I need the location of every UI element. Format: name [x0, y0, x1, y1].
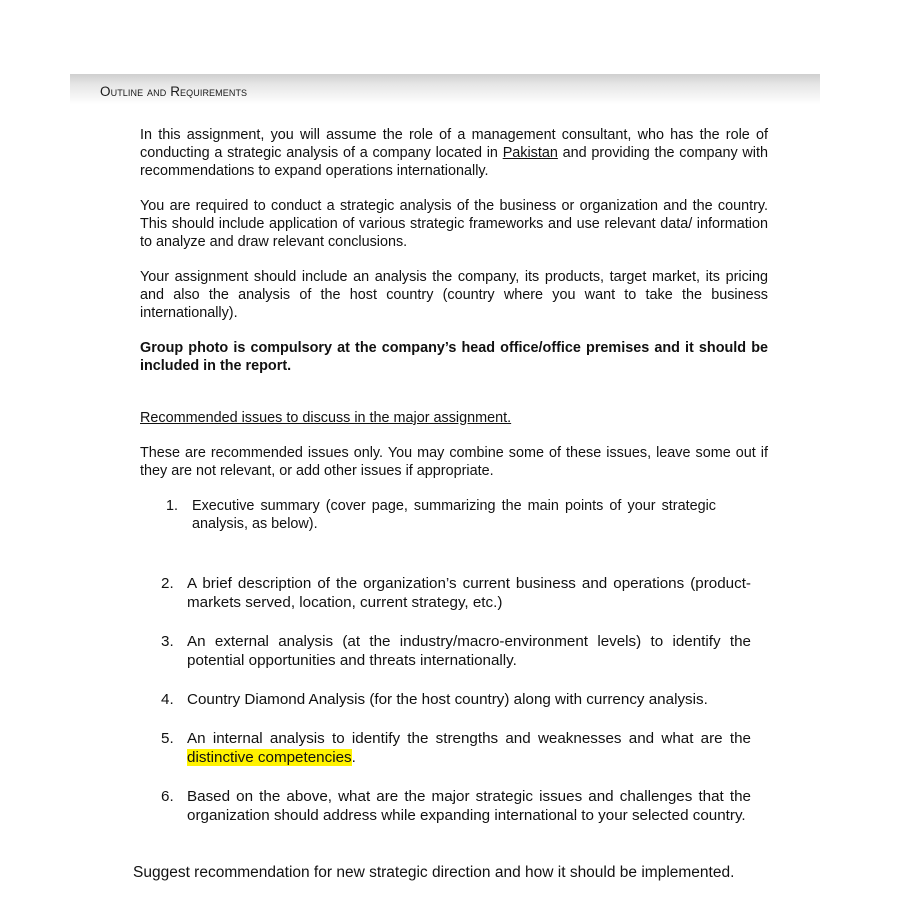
intro-paragraph-3: Your assignment should include an analysis the company, its products, target market, its pricing and also the analysis of the host country (country where you want to take the business internationally). [140, 269, 768, 321]
issue-text [187, 729, 751, 767]
intro-paragraph-2: You are required to conduct a strategic analysis of the business or organization and the country. This should include application of various strategic frameworks and use relevant data/ information to analyze and draw relevant conclusions. [140, 198, 768, 250]
issues-heading: Recommended issues to discuss in the major assignment. [140, 410, 512, 426]
issue-item-2 [161, 574, 751, 612]
issue-number: 1. [166, 498, 179, 514]
issue-text: Based on the above, what are the major strategic issues and challenges that the organization should address while expanding international to your selected country. [187, 788, 751, 824]
intro-p1-before: In this assignment, you will assume the role of a management consultant, who has the role of conducting a strategic analysis of a company located in [140, 127, 768, 161]
issue-item-4 [161, 690, 761, 709]
issue-item-5 [161, 729, 751, 767]
issue-number: 4. [161, 691, 174, 708]
group-photo-requirement: Group photo is compulsory at the company’s head office/office premises and it should be included in the report. [140, 340, 768, 374]
country-name: Pakistan [502, 145, 558, 161]
intro-p1-after: and providing the company with recommendations to expand operations internationally. [140, 145, 769, 179]
issues-list [140, 497, 768, 825]
issue-item-3 [161, 632, 751, 670]
issue-text: Executive summary (cover page, summarizing the main points of your strategic analysis, as below). [192, 498, 716, 532]
issue-5-text-before: An internal analysis to identify the strengths and weaknesses and what are the [187, 730, 751, 747]
highlighted-text: distinctive competencies [187, 749, 352, 766]
issue-5-text-after: . [351, 749, 356, 766]
closing-recommendation: Suggest recommendation for new strategic direction and how it should be implemented. [133, 864, 735, 881]
issues-note: These are recommended issues only. You may combine some of these issues, leave some out if they are not relevant, or add other issues if appropriate. [140, 445, 768, 479]
issue-item-1 [166, 497, 716, 533]
issue-number: 3. [161, 633, 174, 650]
issue-number: 6. [161, 788, 174, 805]
issue-text: Country Diamond Analysis (for the host country) along with currency analysis. [187, 691, 708, 708]
section-title: Outline and Requirements [100, 84, 248, 99]
issue-number: 2. [161, 575, 174, 592]
intro-paragraph-1 [140, 126, 768, 180]
issue-text: A brief description of the organization’s current business and operations (product-markets served, location, current strategy, etc.) [187, 575, 751, 611]
issue-number: 5. [161, 730, 174, 747]
issue-item-6 [161, 787, 751, 825]
issue-text: An external analysis (at the industry/macro-environment levels) to identify the potential opportunities and threats internationally. [187, 633, 751, 669]
document-body [140, 126, 768, 825]
